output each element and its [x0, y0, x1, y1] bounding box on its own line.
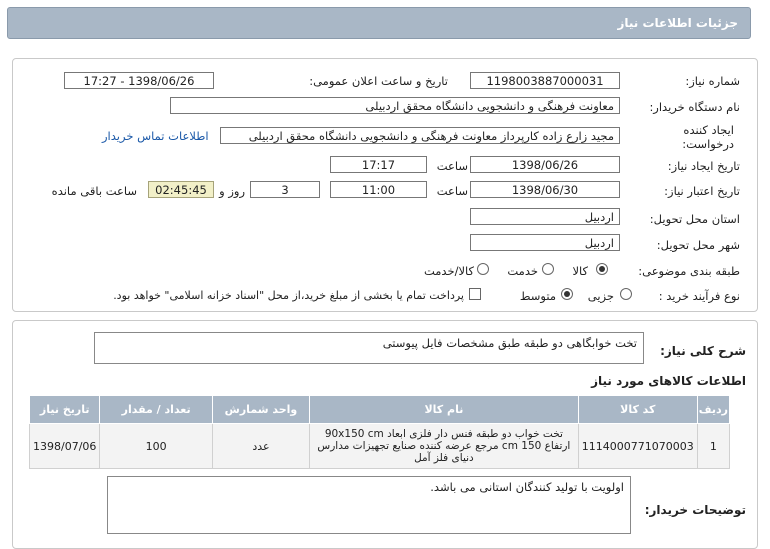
col-row: ردیف	[697, 396, 729, 424]
process-minor-radio[interactable]	[620, 288, 632, 300]
category-goods-label: کالا	[572, 264, 588, 278]
remaining-timer: 02:45:45	[148, 181, 214, 198]
days-label: روز و	[219, 184, 245, 198]
cell-code: 1114000771070003	[578, 424, 697, 469]
valid-time-label: ساعت	[436, 184, 468, 198]
category-goods-radio[interactable]	[596, 263, 608, 275]
page-header	[7, 7, 751, 39]
cell-unit: عدد	[212, 424, 309, 469]
process-medium-label: متوسط	[519, 289, 556, 303]
category-service-label: خدمت	[507, 264, 538, 278]
city-field[interactable]: اردبیل	[470, 234, 620, 251]
buyer-notes-text[interactable]: اولویت با تولید کنندگان استانی می باشد.	[107, 476, 631, 534]
buyer-notes-label: توضیحات خریدار:	[644, 503, 746, 517]
summary-label: شرح کلی نیاز:	[660, 344, 746, 358]
cell-row: 1	[697, 424, 729, 469]
buyer-org-field[interactable]: معاونت فرهنگی و دانشجویی دانشگاه محقق اردبیلی	[170, 97, 620, 114]
creator-field[interactable]: مجید زارع زاده کارپرداز معاونت فرهنگی و دانشجویی دانشگاه محقق اردبیلی	[220, 127, 620, 144]
province-field[interactable]: اردبیل	[470, 208, 620, 225]
cell-name: تخت خواب دو طبقه فنس دار فلزی ابعاد 90x150 cm ارتفاع 150 cm مرجع عرضه کننده صنایع تجهیزات مدارس دنیای فلز آمل	[309, 424, 578, 469]
need-number-label: شماره نیاز:	[685, 74, 740, 88]
process-label: نوع فرآیند خرید :	[658, 289, 740, 303]
col-date: تاریخ نیاز	[30, 396, 100, 424]
treasury-note: پرداخت تمام یا بخشی از مبلغ خرید،از محل "اسناد خزانه اسلامی" خواهد بود.	[113, 289, 464, 302]
valid-date-field[interactable]: 1398/06/30	[470, 181, 620, 198]
category-goods-service-label: کالا/خدمت	[423, 264, 474, 278]
announce-label: تاریخ و ساعت اعلان عمومی:	[309, 74, 448, 88]
col-code: کد کالا	[578, 396, 697, 424]
items-section-title: اطلاعات کالاهای مورد نیاز	[591, 374, 746, 388]
category-service-radio[interactable]	[542, 263, 554, 275]
cell-qty: 100	[100, 424, 213, 469]
need-number-field[interactable]: 1198003887000031	[470, 72, 620, 89]
col-name: نام کالا	[309, 396, 578, 424]
table-row[interactable]	[30, 424, 730, 469]
category-goods-service-radio[interactable]	[477, 263, 489, 275]
days-field[interactable]: 3	[250, 181, 320, 198]
province-label: استان محل تحویل:	[649, 212, 740, 226]
announce-field[interactable]: 1398/06/26 - 17:27	[64, 72, 214, 89]
create-date-label: تاریخ ایجاد نیاز:	[667, 159, 740, 173]
create-time-field[interactable]: 17:17	[330, 156, 427, 173]
create-time-label: ساعت	[436, 159, 468, 173]
remaining-label: ساعت باقی مانده	[51, 184, 137, 198]
valid-date-label: تاریخ اعتبار نیاز:	[664, 184, 740, 198]
category-label: طبقه بندی موضوعی:	[638, 264, 740, 278]
buyer-org-label: نام دستگاه خریدار:	[649, 100, 740, 114]
city-label: شهر محل تحویل:	[656, 238, 740, 252]
treasury-checkbox[interactable]	[469, 288, 481, 300]
valid-time-field[interactable]: 11:00	[330, 181, 427, 198]
summary-text[interactable]: تخت خوابگاهی دو طبقه طبق مشخصات فایل پیوستی	[94, 332, 644, 364]
page-title: جزئیات اطلاعات نیاز	[617, 16, 738, 30]
col-unit: واحد شمارش	[212, 396, 309, 424]
items-table	[29, 395, 730, 469]
buyer-contact-link[interactable]: اطلاعات تماس خریدار	[102, 129, 209, 143]
process-minor-label: جزیی	[587, 289, 614, 303]
cell-date: 1398/07/06	[30, 424, 100, 469]
creator-label: ایجاد کننده درخواست:	[682, 123, 734, 151]
create-date-field[interactable]: 1398/06/26	[470, 156, 620, 173]
process-medium-radio[interactable]	[561, 288, 573, 300]
col-qty: تعداد / مقدار	[100, 396, 213, 424]
items-header-row	[30, 396, 730, 424]
